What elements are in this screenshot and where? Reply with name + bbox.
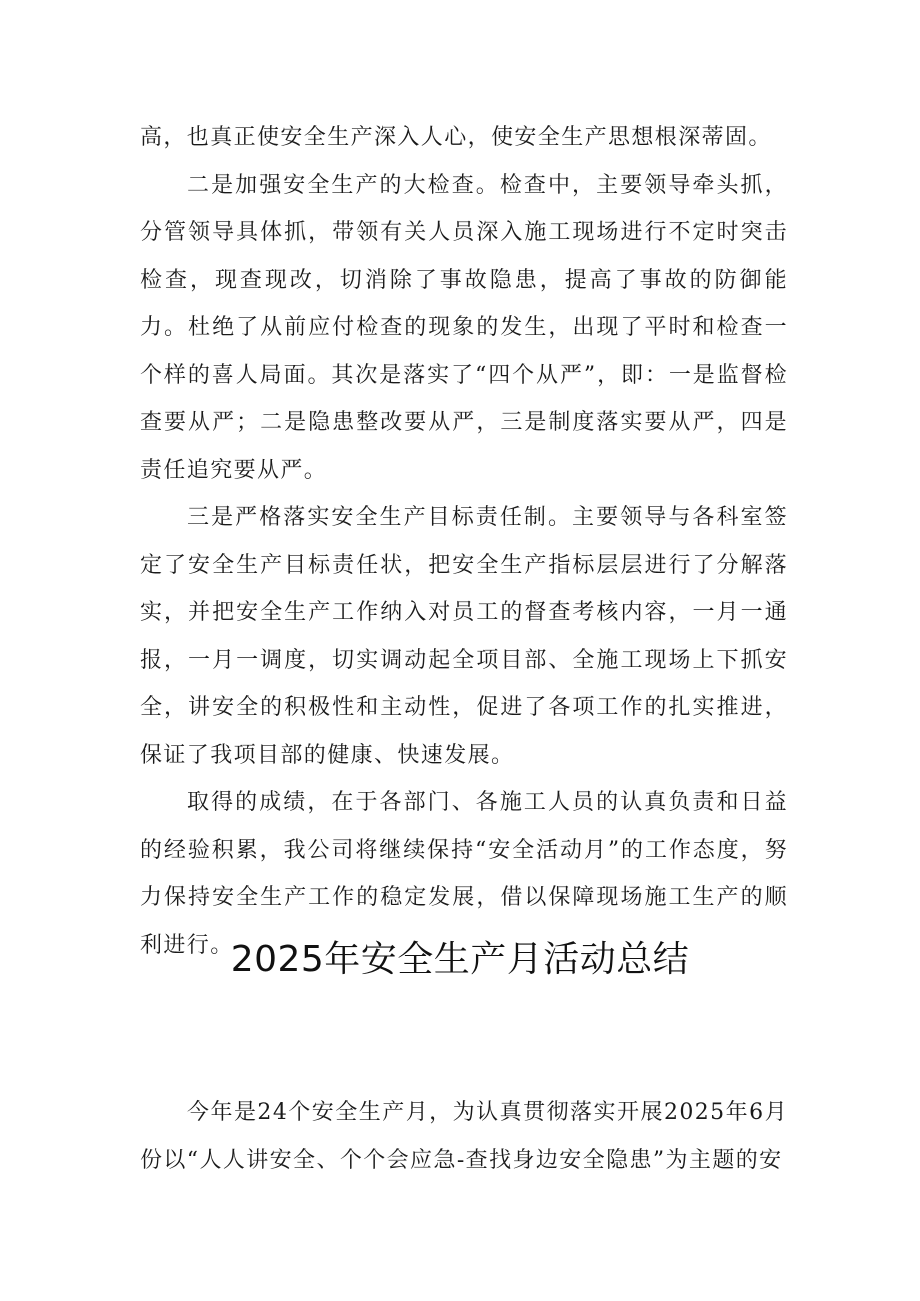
paragraph-inspection: 二是加强安全生产的大检查。检查中，主要领导牵头抓，分管领导具体抓，带领有关人员深入施工现场进行不定时突击检查，现查现改，切消除了事故隐患，提高了事故的防御能力。杜绝了从前应付检查的现象的发生，出现了平时和检查一个样的喜人局面。其次是落实了“四个从严”，即：一是监督检查要从严；二是隐患整改要从严，三是制度落实要从严，四是责任追究要从严。 xyxy=(140,172,788,483)
body-text-lower xyxy=(140,1089,788,1184)
paragraph-achievements: 取得的成绩，在于各部门、各施工人员的认真负责和日益的经验积累，我公司将继续保持“安全活动月”的工作态度，努力保持安全生产工作的稳定发展，借以保障现场施工生产的顺利进行。 xyxy=(140,790,788,958)
document-title: 2025年安全生产月活动总结 xyxy=(230,939,690,980)
body-text-upper xyxy=(140,114,788,969)
continuation-paragraph: 高，也真正使安全生产深入人心，使安全生产思想根深蒂固。 xyxy=(140,125,772,150)
paragraph-responsibility: 三是严格落实安全生产目标责任制。主要领导与各科室签定了安全生产目标责任状，把安全生产指标层层进行了分解落实，并把安全生产工作纳入对员工的督查考核内容，一月一通报，一月一调度，切实调动起全项目部、全施工现场上下抓安全，讲安全的积极性和主动性，促进了各项工作的扎实推进，保证了我项目部的健康、快速发展。 xyxy=(140,505,788,768)
intro-paragraph: 今年是24个安全生产月，为认真贯彻落实开展2025年6月份以“人人讲安全、个个会应急-查找身边安全隐患”为主题的安 xyxy=(140,1100,788,1173)
